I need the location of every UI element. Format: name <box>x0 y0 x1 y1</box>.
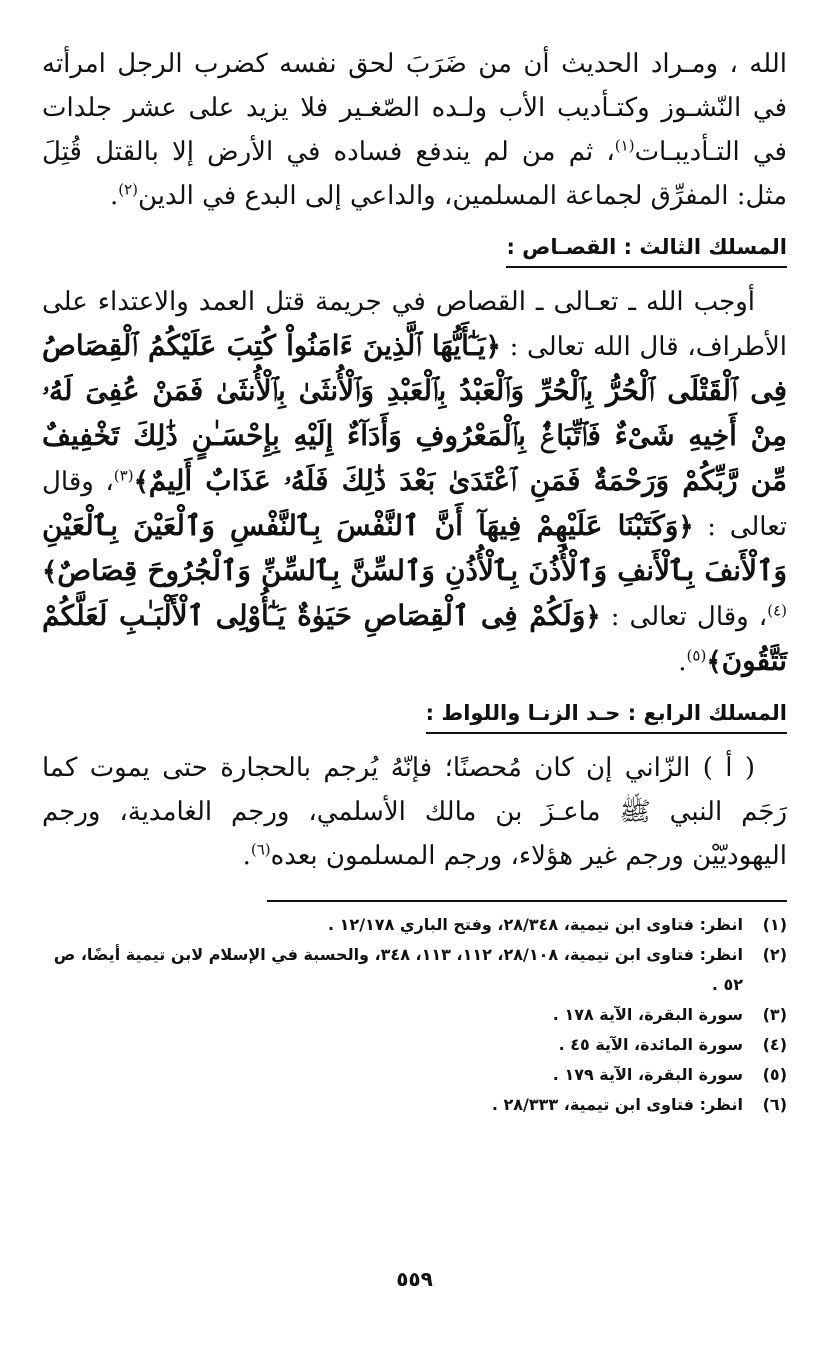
footnote-ref[interactable]: (٣) <box>113 466 134 485</box>
quran-verse: وَكَتَبْنَا عَلَيْهِمْ فِيهَآ أَنَّ ٱلنَّفْسَ بِٱلنَّفْسِ وَٱلْعَيْنَ بِٱلْعَيْنِ وَٱلْأَنفَ بِٱلْأَنفِ وَٱلْأُذُنَ بِٱلْأُذُنِ وَٱلسِّنَّ بِٱلسِّنِّ وَٱلْجُرُوحَ قِصَاصٌ <box>42 509 787 587</box>
footnote-item <box>42 1060 787 1090</box>
footnote-number: (٢) <box>762 945 787 964</box>
footnote-text: سورة البقرة، الآية ١٧٨ . <box>552 1005 743 1024</box>
footnote-text: انظر: فتاوى ابن تيمية، ٢٨/٣٣٣ . <box>491 1095 743 1114</box>
footnote-number: (١) <box>762 915 787 934</box>
paragraph-text: أوجب الله ـ تعـالى ـ القصاص في جريمة قتل العمد والاعتداء على الأطراف، قال الله تعالى : <box>42 287 787 362</box>
paragraph-text: ، وقال تعالى : <box>610 602 768 632</box>
paragraph-end: . <box>242 841 251 871</box>
paragraph-punishment-intro <box>42 42 787 218</box>
footnote-text: سورة البقرة، الآية ١٧٩ . <box>552 1065 743 1084</box>
paragraph-qisas <box>42 280 787 684</box>
footnote-text: انظر: فتاوى ابن تيمية، ٢٨/٣٤٨، وفتح الباري ١٢/١٧٨ . <box>328 915 743 934</box>
quran-open-bracket: ﴿ <box>678 512 694 542</box>
footnote-number: (٥) <box>762 1065 787 1084</box>
footnote-item <box>42 1090 787 1120</box>
footnote-ref[interactable]: (٦) <box>250 840 271 859</box>
paragraph-end: . <box>109 181 119 211</box>
footnote-ref[interactable]: (٤) <box>767 601 787 620</box>
footnotes <box>42 910 787 1120</box>
section-heading-zina: المسلك الرابع : حـد الزنـا واللواط : <box>426 698 787 734</box>
paragraph-text: ( أ ) الزّاني إن كان مُحصنًا؛ فإنّهُ يُرجم بالحجارة حتى يموت كما رَجَم النبي ﷺ ماعـزَ بن مالك الأسلمي، ورجم الغامدية، ورجم اليهوديّيْن ورجم غير هؤلاء، ورجم المسلمون بعده <box>42 753 787 871</box>
footnote-text: سورة المائدة، الآية ٤٥ . <box>558 1035 743 1054</box>
footnote-ref[interactable]: (١) <box>614 136 635 155</box>
section-heading-qisas: المسلك الثالث : القصـاص : <box>506 232 787 268</box>
section-heading-wrapper <box>42 698 787 734</box>
quran-open-bracket: ﴿ <box>585 602 601 632</box>
page-number: ٥٥٩ <box>396 1267 433 1291</box>
section-heading-wrapper <box>42 232 787 268</box>
footnote-item <box>42 1030 787 1060</box>
footnote-ref[interactable]: (٢) <box>118 180 139 199</box>
footnote-item <box>42 940 787 1000</box>
footnote-item <box>42 910 787 940</box>
quran-close-bracket: ﴾ <box>133 467 149 497</box>
paragraph-end: . <box>678 647 687 677</box>
footnote-ref[interactable]: (٥) <box>686 646 707 665</box>
paragraph-text: ، وقال تعالى : <box>42 467 787 542</box>
paragraph-zina <box>42 746 787 878</box>
footnote-number: (٣) <box>762 1005 787 1024</box>
footnote-text: انظر: فتاوى ابن تيمية، ٢٨/١٠٨، ١١٢، ١١٣، ٣٤٨، والحسبة في الإسلام لابن تيمية أيضًا، ص ٥٢ . <box>53 945 743 994</box>
footnote-separator <box>267 900 787 902</box>
quran-close-bracket: ﴾ <box>706 647 722 677</box>
quran-open-bracket: ﴿ <box>485 332 501 362</box>
quran-close-bracket: ﴾ <box>42 557 58 587</box>
book-page <box>42 42 787 1322</box>
footnote-number: (٤) <box>762 1035 787 1054</box>
footnote-item <box>42 1000 787 1030</box>
quran-verse: وَلَكُمْ فِى ٱلْقِصَاصِ حَيَوٰةٌ يَـٰٓأُوْلِى ٱلْأَلْبَـٰبِ لَعَلَّكُمْ تَتَّقُونَ <box>42 599 787 677</box>
paragraph-text: ، ثم من لم يندفع فساده في الأرض إلا بالقتل قُتِلَ مثل: المفرِّق لجماعة المسلمين، والداعي إلى البدع في الدين <box>42 137 787 211</box>
quran-verse: يَـٰٓأَيُّهَا ٱلَّذِينَ ءَامَنُواْ كُتِبَ عَلَيْكُمُ ٱلْقِصَاصُ فِى ٱلْقَتْلَى ٱلْحُرُّ بِٱلْحُرِّ وَٱلْعَبْدُ بِٱلْعَبْدِ وَٱلْأُنثَىٰ بِٱلْأُنثَىٰ فَمَنْ عُفِىَ لَهُۥ مِنْ أَخِيهِ شَىْءٌ فَٱتِّبَاعٌۢ بِٱلْمَعْرُوفِ وَأَدَآءٌ إِلَيْهِ بِإِحْسَـٰنٍ ذَٰلِكَ تَخْفِيفٌ مِّن رَّبِّكُمْ وَرَحْمَةٌ فَمَنِ ٱعْتَدَىٰ بَعْدَ ذَٰلِكَ فَلَهُۥ عَذَابٌ أَلِيمٌ <box>42 329 787 497</box>
footnote-number: (٦) <box>762 1095 787 1114</box>
paragraph-text: الله ، ومـراد الحديث أن من ضَرَبَ لحق نفسه كضرب الرجل امرأته في النّشـوز وكتـأديب الأب ولـده الصّغـير فلا يزيد على عشر جلدات في التـأديبـات <box>42 49 787 167</box>
